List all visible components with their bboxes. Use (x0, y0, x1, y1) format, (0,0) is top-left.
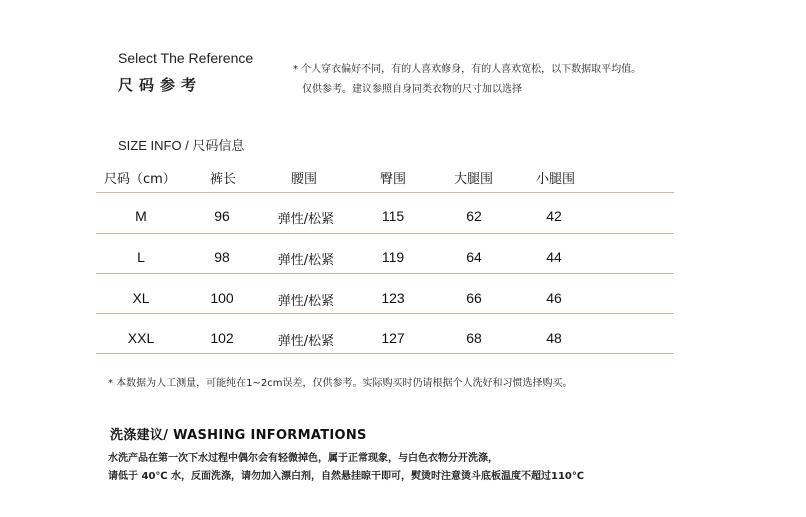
table-divider (96, 353, 674, 354)
table-divider (96, 233, 674, 234)
cell-calf: 48 (546, 330, 562, 346)
cell-size: L (137, 249, 145, 265)
cell-calf: 42 (546, 208, 562, 224)
cell-hip: 123 (381, 290, 405, 306)
cell-hip: 119 (381, 249, 405, 265)
table-divider (96, 313, 674, 314)
reference-title-cn: 尺码参考 (118, 76, 203, 94)
cell-waist: 弹性/松紧 (277, 334, 335, 349)
table-row-l (96, 242, 674, 272)
header-hip: 臀围 (380, 172, 407, 187)
header-thigh: 大腿围 (454, 172, 494, 187)
cell-thigh: 62 (466, 208, 482, 224)
header-calf: 小腿围 (536, 172, 576, 187)
table-row-xxl (96, 323, 674, 353)
header-waist: 腰围 (291, 172, 318, 187)
washing-line-1: 水洗产品在第一次下水过程中偶尔会有轻微掉色，属于正常现象，与白色衣物分开洗涤， (108, 453, 498, 464)
table-divider (96, 273, 674, 274)
header-size: 尺码（cm） (104, 172, 176, 187)
washing-line-2: 请低于 40℃ 水，反面洗涤，请勿加入漂白剂，自然悬挂晾干即可，熨烫时注意烫斗底板温度不超过110℃ (108, 471, 584, 482)
header-length: 裤长 (210, 172, 237, 187)
cell-thigh: 64 (466, 249, 482, 265)
reference-note-line1: * 个人穿衣偏好不同，有的人喜欢修身，有的人喜欢宽松，以下数据取平均值。 (293, 64, 642, 75)
cell-size: XL (132, 290, 150, 306)
cell-calf: 44 (546, 249, 562, 265)
cell-waist: 弹性/松紧 (277, 253, 335, 268)
cell-waist: 弹性/松紧 (277, 294, 335, 309)
reference-title-en: Select The Reference (118, 50, 254, 66)
size-info-heading: SIZE INFO / 尺码信息 (118, 138, 245, 153)
reference-note-line2: 仅供参考。建议参照自身同类衣物的尺寸加以选择 (302, 84, 522, 95)
cell-calf: 46 (546, 290, 562, 306)
washing-title: 洗涤建议/ WASHING INFORMATIONS (110, 428, 367, 443)
cell-thigh: 66 (466, 290, 482, 306)
cell-size: XXL (127, 330, 155, 346)
cell-size: M (135, 208, 147, 224)
table-divider (96, 192, 674, 193)
cell-length: 102 (210, 330, 234, 346)
cell-length: 100 (210, 290, 234, 306)
cell-hip: 115 (381, 208, 405, 224)
cell-thigh: 68 (466, 330, 482, 346)
measurement-disclaimer: * 本数据为人工测量，可能纯在1~2cm误差，仅供参考。实际购买时仍请根据个人洗好和习惯选择购买。 (108, 378, 573, 389)
cell-waist: 弹性/松紧 (277, 212, 335, 227)
cell-length: 96 (214, 208, 230, 224)
cell-length: 98 (214, 249, 230, 265)
table-row-xl (96, 283, 674, 313)
size-table-header (96, 168, 674, 190)
table-row-m (96, 201, 674, 231)
cell-hip: 127 (381, 330, 405, 346)
